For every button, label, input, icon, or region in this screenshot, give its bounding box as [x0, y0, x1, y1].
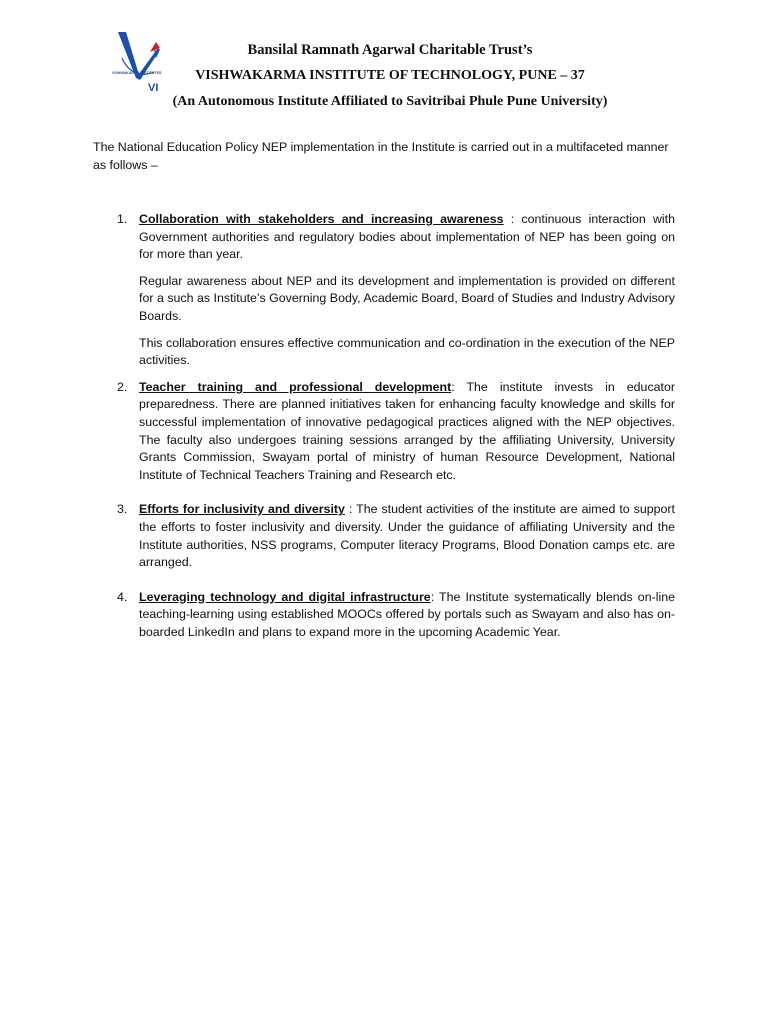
list-item	[93, 501, 675, 571]
list-item-paragraph: This collaboration ensures effective communication and co-ordination in the execution of the NEP activities.	[139, 335, 675, 368]
list-item-number: 4.	[117, 589, 128, 604]
nep-implementation-list	[93, 211, 675, 641]
institute-name: VISHWAKARMA INSTITUTE OF TECHNOLOGY, PUNE – 37	[195, 68, 585, 83]
letterhead	[150, 40, 630, 112]
list-item-number: 2.	[117, 379, 128, 394]
list-item-paragraph	[139, 379, 675, 485]
list-item-paragraph	[139, 211, 675, 264]
list-item-heading: Efforts for inclusivity and diversity	[139, 502, 345, 517]
list-item	[93, 211, 675, 370]
logo-initials: VI	[148, 82, 159, 94]
list-item-number: 1.	[117, 212, 128, 226]
affiliation-line: (An Autonomous Institute Affiliated to Savitribai Phule Pune University)	[172, 94, 608, 109]
list-item-text: : continuous interaction with Government authorities and regulatory bodies about implementation of NEP has been going on for more than year.	[139, 212, 675, 262]
intro-paragraph: The National Education Policy NEP implementation in the Institute is carried out in a multifaceted manner as follows –	[93, 140, 669, 172]
list-item-heading: Collaboration with stakeholders and increasing awareness	[139, 212, 504, 226]
list-item-text: : The institute invests in educator preparedness. There are planned initiatives taken for enhancing faculty knowledge and skills for successful implementation of innovative pedagogical practices aligned with the NEP objectives. The faculty also undergoes training sessions arranged by the affiliating University, University Grants Commission, Swayam portal of ministry of human Resource Development, National Institute of Technical Teachers Training and Research etc.	[139, 379, 675, 482]
list-item-text: : The Institute systematically blends on-line teaching-learning using established MOOCs offered by portals such as Swayam and also has on-boarded LinkedIn and plans to expand more in the upcoming Academic Year.	[139, 589, 676, 639]
trust-name: Bansilal Ramnath Agarwal Charitable Trust’s	[247, 42, 533, 58]
list-item-paragraph	[139, 589, 675, 642]
list-item	[93, 379, 675, 485]
list-item-paragraph	[139, 501, 675, 571]
list-item-heading: Leveraging technology and digital infrastructure	[139, 589, 431, 604]
logo-text: VISHWAKARMA INSTITUTES	[112, 71, 162, 75]
list-item-text: : The student activities of the institute are aimed to support the efforts to foster inclusivity and diversity. Under the guidance of affiliating University and the Institute authorities, NSS programs, Computer literacy Programs, Blood Donation camps etc. are arranged.	[139, 502, 676, 570]
list-item-paragraph: Regular awareness about NEP and its development and implementation is provided on different for a such as Institute’s Governing Body, Academic Board, Board of Studies and Industry Advisory Boards.	[139, 273, 675, 323]
list-item-number: 3.	[117, 502, 128, 517]
list-item-heading: Teacher training and professional development	[139, 379, 452, 394]
list-item	[93, 589, 675, 642]
